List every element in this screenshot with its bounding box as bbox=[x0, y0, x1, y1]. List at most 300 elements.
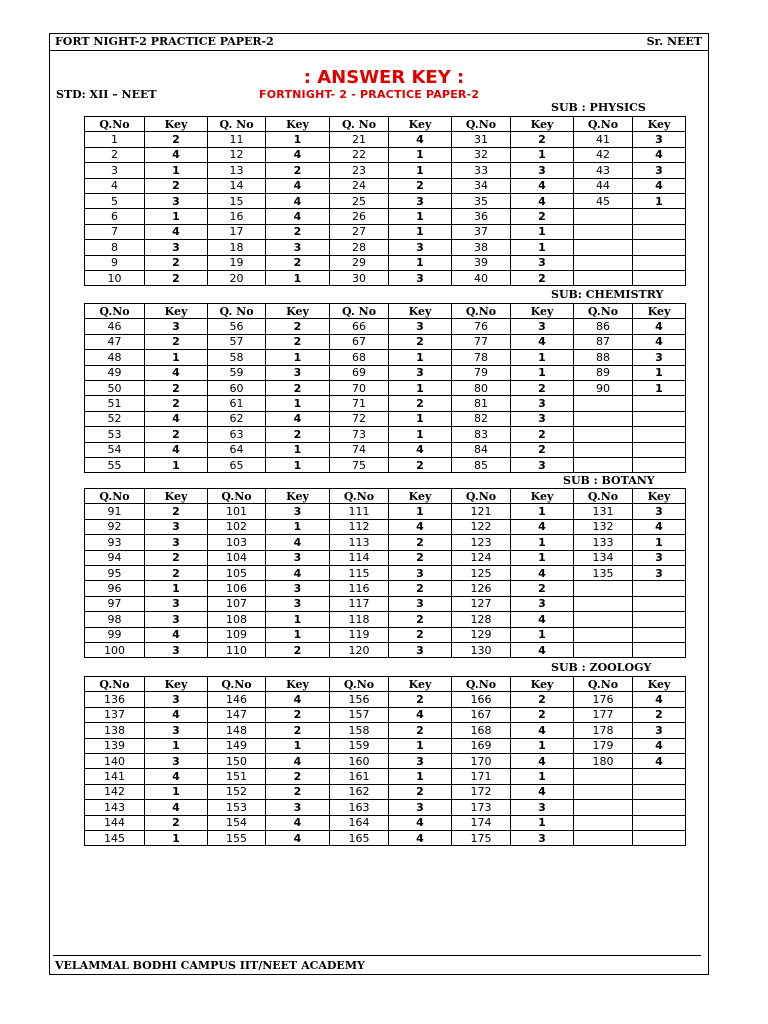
column-header-key: Key bbox=[633, 677, 686, 692]
answer-key-cell: 3 bbox=[145, 692, 208, 707]
answer-key-cell: 1 bbox=[266, 132, 330, 147]
answer-key-cell: 3 bbox=[389, 270, 452, 285]
answer-key-cell: 1 bbox=[145, 581, 208, 596]
question-number-cell: 106 bbox=[208, 581, 266, 596]
question-number-cell: 50 bbox=[85, 380, 145, 395]
answer-key-cell: 1 bbox=[511, 350, 574, 365]
question-number-cell: 124 bbox=[452, 550, 511, 565]
answer-key-cell: 4 bbox=[266, 411, 330, 426]
answer-key-cell: 3 bbox=[389, 800, 452, 815]
column-header-key: Key bbox=[511, 677, 574, 692]
answer-key-cell: 4 bbox=[266, 692, 330, 707]
table-row bbox=[85, 319, 686, 334]
question-number-cell: 23 bbox=[330, 163, 389, 178]
answer-key-cell: 2 bbox=[266, 642, 330, 657]
answer-key-cell: 3 bbox=[633, 163, 686, 178]
question-number-cell: 47 bbox=[85, 334, 145, 349]
question-number-cell: 112 bbox=[330, 519, 389, 534]
question-number-cell: 66 bbox=[330, 319, 389, 334]
question-number-cell: 126 bbox=[452, 581, 511, 596]
column-header-key: Key bbox=[266, 117, 330, 132]
question-number-cell: 79 bbox=[452, 365, 511, 380]
answer-key-cell: 3 bbox=[511, 396, 574, 411]
question-number-cell: 153 bbox=[208, 800, 266, 815]
question-number-cell bbox=[574, 800, 633, 815]
answer-key-cell bbox=[633, 784, 686, 799]
question-number-cell: 133 bbox=[574, 535, 633, 550]
answer-key-cell: 1 bbox=[266, 442, 330, 457]
column-header-qno: Q. No bbox=[208, 117, 266, 132]
question-number-cell: 54 bbox=[85, 442, 145, 457]
question-number-cell: 178 bbox=[574, 723, 633, 738]
answer-key-cell: 2 bbox=[511, 442, 574, 457]
answer-key-cell: 2 bbox=[389, 535, 452, 550]
answer-key-title: : ANSWER KEY : bbox=[303, 67, 465, 88]
question-number-cell: 145 bbox=[85, 830, 145, 845]
question-number-cell: 39 bbox=[452, 255, 511, 270]
question-number-cell bbox=[574, 270, 633, 285]
answer-key-cell: 4 bbox=[145, 442, 208, 457]
question-number-cell: 31 bbox=[452, 132, 511, 147]
column-header-key: Key bbox=[633, 117, 686, 132]
question-number-cell: 105 bbox=[208, 565, 266, 580]
answer-key-cell: 2 bbox=[266, 427, 330, 442]
question-number-cell bbox=[574, 457, 633, 472]
answer-key-cell: 3 bbox=[389, 240, 452, 255]
paper-subtitle: FORTNIGHT- 2 - PRACTICE PAPER-2 bbox=[259, 88, 480, 101]
question-number-cell: 89 bbox=[574, 365, 633, 380]
column-header-qno: Q. No bbox=[330, 117, 389, 132]
column-header-qno: Q.No bbox=[574, 677, 633, 692]
footer-rule bbox=[53, 955, 701, 956]
question-number-cell: 135 bbox=[574, 565, 633, 580]
question-number-cell: 71 bbox=[330, 396, 389, 411]
answer-key-cell: 4 bbox=[511, 723, 574, 738]
question-number-cell: 104 bbox=[208, 550, 266, 565]
column-header-key: Key bbox=[145, 304, 208, 319]
question-number-cell: 28 bbox=[330, 240, 389, 255]
answer-key-cell: 1 bbox=[511, 738, 574, 753]
question-number-cell: 58 bbox=[208, 350, 266, 365]
column-header-key: Key bbox=[511, 117, 574, 132]
column-header-qno: Q.No bbox=[330, 489, 389, 504]
table-row bbox=[85, 550, 686, 565]
answer-key-cell: 4 bbox=[145, 365, 208, 380]
answer-key-cell: 1 bbox=[389, 411, 452, 426]
question-number-cell: 94 bbox=[85, 550, 145, 565]
answer-key-cell: 3 bbox=[266, 596, 330, 611]
answer-key-cell: 1 bbox=[145, 457, 208, 472]
answer-key-cell: 4 bbox=[389, 519, 452, 534]
answer-key-cell: 2 bbox=[389, 178, 452, 193]
answer-key-cell: 2 bbox=[266, 334, 330, 349]
answer-key-cell: 3 bbox=[266, 365, 330, 380]
question-number-cell: 138 bbox=[85, 723, 145, 738]
table-row bbox=[85, 457, 686, 472]
question-number-cell bbox=[574, 255, 633, 270]
question-number-cell: 101 bbox=[208, 504, 266, 519]
answer-key-cell: 4 bbox=[511, 612, 574, 627]
question-number-cell: 38 bbox=[452, 240, 511, 255]
column-header-key: Key bbox=[389, 304, 452, 319]
column-header-qno: Q.No bbox=[574, 117, 633, 132]
question-number-cell: 40 bbox=[452, 270, 511, 285]
answer-key-cell: 2 bbox=[389, 627, 452, 642]
answer-key-cell: 3 bbox=[511, 596, 574, 611]
answer-key-cell: 1 bbox=[266, 457, 330, 472]
answer-key-cell: 1 bbox=[389, 255, 452, 270]
column-header-qno: Q.No bbox=[452, 677, 511, 692]
answer-key-table bbox=[84, 116, 686, 286]
question-number-cell: 76 bbox=[452, 319, 511, 334]
answer-key-cell: 3 bbox=[511, 457, 574, 472]
question-number-cell: 52 bbox=[85, 411, 145, 426]
question-number-cell: 60 bbox=[208, 380, 266, 395]
question-number-cell: 7 bbox=[85, 224, 145, 239]
answer-key-cell: 2 bbox=[389, 612, 452, 627]
question-number-cell: 171 bbox=[452, 769, 511, 784]
question-number-cell: 140 bbox=[85, 753, 145, 768]
answer-key-cell: 1 bbox=[266, 738, 330, 753]
answer-key-cell: 3 bbox=[266, 504, 330, 519]
question-number-cell: 151 bbox=[208, 769, 266, 784]
answer-key-cell: 4 bbox=[266, 193, 330, 208]
subject-label: SUB : PHYSICS bbox=[551, 101, 646, 114]
answer-key-cell: 4 bbox=[389, 707, 452, 722]
answer-key-cell: 2 bbox=[633, 707, 686, 722]
question-number-cell: 108 bbox=[208, 612, 266, 627]
question-number-cell: 1 bbox=[85, 132, 145, 147]
subject-label: SUB : ZOOLOGY bbox=[551, 661, 652, 674]
answer-key-cell: 3 bbox=[633, 132, 686, 147]
question-number-cell: 85 bbox=[452, 457, 511, 472]
answer-key-cell: 4 bbox=[145, 707, 208, 722]
answer-key-cell: 4 bbox=[633, 753, 686, 768]
answer-key-cell: 3 bbox=[633, 504, 686, 519]
question-number-cell: 119 bbox=[330, 627, 389, 642]
question-number-cell: 35 bbox=[452, 193, 511, 208]
question-number-cell: 103 bbox=[208, 535, 266, 550]
answer-key-cell: 3 bbox=[389, 753, 452, 768]
answer-key-cell: 3 bbox=[511, 411, 574, 426]
table-row bbox=[85, 504, 686, 519]
answer-key-cell: 4 bbox=[145, 627, 208, 642]
question-number-cell: 166 bbox=[452, 692, 511, 707]
question-number-cell: 88 bbox=[574, 350, 633, 365]
answer-key-cell bbox=[633, 642, 686, 657]
answer-key-cell: 4 bbox=[266, 753, 330, 768]
question-number-cell: 158 bbox=[330, 723, 389, 738]
answer-key-cell: 1 bbox=[266, 627, 330, 642]
question-number-cell: 46 bbox=[85, 319, 145, 334]
question-number-cell: 172 bbox=[452, 784, 511, 799]
table-header-row bbox=[85, 489, 686, 504]
answer-key-cell: 4 bbox=[633, 178, 686, 193]
question-number-cell: 49 bbox=[85, 365, 145, 380]
question-number-cell bbox=[574, 442, 633, 457]
question-number-cell: 67 bbox=[330, 334, 389, 349]
answer-key-cell: 1 bbox=[511, 769, 574, 784]
column-header-qno: Q. No bbox=[330, 304, 389, 319]
column-header-qno: Q. No bbox=[208, 304, 266, 319]
table-row bbox=[85, 581, 686, 596]
answer-key-cell: 2 bbox=[266, 784, 330, 799]
table-row bbox=[85, 132, 686, 147]
answer-key-cell: 2 bbox=[266, 319, 330, 334]
question-number-cell bbox=[574, 411, 633, 426]
answer-key-cell: 2 bbox=[511, 427, 574, 442]
question-number-cell: 152 bbox=[208, 784, 266, 799]
answer-key-cell: 4 bbox=[633, 334, 686, 349]
answer-key-cell: 3 bbox=[389, 193, 452, 208]
answer-key-cell: 1 bbox=[389, 769, 452, 784]
question-number-cell: 16 bbox=[208, 209, 266, 224]
table-row bbox=[85, 753, 686, 768]
answer-key-cell: 3 bbox=[511, 830, 574, 845]
table-row bbox=[85, 396, 686, 411]
question-number-cell: 155 bbox=[208, 830, 266, 845]
question-number-cell: 150 bbox=[208, 753, 266, 768]
question-number-cell: 72 bbox=[330, 411, 389, 426]
table-row bbox=[85, 350, 686, 365]
answer-key-cell: 2 bbox=[145, 565, 208, 580]
question-number-cell: 97 bbox=[85, 596, 145, 611]
answer-key-cell: 2 bbox=[145, 178, 208, 193]
answer-key-cell bbox=[633, 627, 686, 642]
answer-key-cell: 2 bbox=[511, 692, 574, 707]
table-row bbox=[85, 535, 686, 550]
answer-key-cell: 2 bbox=[389, 692, 452, 707]
column-header-qno: Q.No bbox=[574, 489, 633, 504]
table-row bbox=[85, 209, 686, 224]
answer-key-cell: 1 bbox=[145, 830, 208, 845]
answer-key-cell: 3 bbox=[389, 565, 452, 580]
column-header-qno: Q.No bbox=[85, 677, 145, 692]
answer-key-cell bbox=[633, 769, 686, 784]
table-row bbox=[85, 769, 686, 784]
question-number-cell: 96 bbox=[85, 581, 145, 596]
question-number-cell: 118 bbox=[330, 612, 389, 627]
column-header-key: Key bbox=[389, 117, 452, 132]
answer-key-cell: 2 bbox=[511, 581, 574, 596]
answer-key-cell: 4 bbox=[511, 519, 574, 534]
table-row bbox=[85, 519, 686, 534]
question-number-cell: 174 bbox=[452, 815, 511, 830]
question-number-cell: 59 bbox=[208, 365, 266, 380]
table-row bbox=[85, 800, 686, 815]
question-number-cell: 17 bbox=[208, 224, 266, 239]
answer-key-cell: 4 bbox=[511, 178, 574, 193]
question-number-cell bbox=[574, 224, 633, 239]
table-row bbox=[85, 723, 686, 738]
table-row bbox=[85, 442, 686, 457]
question-number-cell: 13 bbox=[208, 163, 266, 178]
column-header-key: Key bbox=[266, 677, 330, 692]
table-row bbox=[85, 334, 686, 349]
question-number-cell bbox=[574, 612, 633, 627]
answer-key-cell: 3 bbox=[145, 642, 208, 657]
question-number-cell: 170 bbox=[452, 753, 511, 768]
column-header-key: Key bbox=[266, 489, 330, 504]
column-header-key: Key bbox=[633, 489, 686, 504]
answer-key-cell: 1 bbox=[145, 350, 208, 365]
answer-key-cell: 1 bbox=[511, 535, 574, 550]
answer-key-cell: 1 bbox=[266, 612, 330, 627]
column-header-key: Key bbox=[633, 304, 686, 319]
answer-key-cell: 2 bbox=[145, 255, 208, 270]
question-number-cell: 129 bbox=[452, 627, 511, 642]
answer-key-cell: 1 bbox=[633, 380, 686, 395]
question-number-cell: 29 bbox=[330, 255, 389, 270]
question-number-cell: 10 bbox=[85, 270, 145, 285]
question-number-cell: 2 bbox=[85, 147, 145, 162]
question-number-cell: 12 bbox=[208, 147, 266, 162]
answer-key-cell: 2 bbox=[511, 132, 574, 147]
question-number-cell: 9 bbox=[85, 255, 145, 270]
answer-key-cell: 2 bbox=[266, 380, 330, 395]
question-number-cell bbox=[574, 815, 633, 830]
question-number-cell: 62 bbox=[208, 411, 266, 426]
answer-key-cell: 1 bbox=[389, 209, 452, 224]
question-number-cell: 56 bbox=[208, 319, 266, 334]
question-number-cell: 44 bbox=[574, 178, 633, 193]
question-number-cell: 162 bbox=[330, 784, 389, 799]
answer-key-cell: 2 bbox=[389, 581, 452, 596]
answer-key-cell bbox=[633, 800, 686, 815]
answer-key-cell: 1 bbox=[511, 224, 574, 239]
question-number-cell: 177 bbox=[574, 707, 633, 722]
question-number-cell: 116 bbox=[330, 581, 389, 596]
answer-key-cell: 1 bbox=[266, 350, 330, 365]
answer-key-cell bbox=[633, 224, 686, 239]
column-header-qno: Q.No bbox=[452, 117, 511, 132]
question-number-cell: 143 bbox=[85, 800, 145, 815]
question-number-cell: 33 bbox=[452, 163, 511, 178]
table-row bbox=[85, 642, 686, 657]
question-number-cell: 179 bbox=[574, 738, 633, 753]
answer-key-cell: 1 bbox=[389, 738, 452, 753]
answer-key-cell: 4 bbox=[389, 442, 452, 457]
question-number-cell: 130 bbox=[452, 642, 511, 657]
answer-key-cell: 3 bbox=[389, 319, 452, 334]
question-number-cell: 69 bbox=[330, 365, 389, 380]
answer-key-cell: 3 bbox=[511, 255, 574, 270]
question-number-cell: 109 bbox=[208, 627, 266, 642]
answer-key-cell: 1 bbox=[511, 504, 574, 519]
column-header-qno: Q.No bbox=[208, 677, 266, 692]
question-number-cell: 117 bbox=[330, 596, 389, 611]
answer-key-cell: 1 bbox=[389, 427, 452, 442]
answer-key-cell: 1 bbox=[389, 504, 452, 519]
answer-key-cell: 4 bbox=[266, 830, 330, 845]
answer-key-cell bbox=[633, 457, 686, 472]
table-header-row bbox=[85, 304, 686, 319]
answer-key-cell: 2 bbox=[389, 784, 452, 799]
question-number-cell: 61 bbox=[208, 396, 266, 411]
table-row bbox=[85, 193, 686, 208]
answer-key-cell: 2 bbox=[266, 707, 330, 722]
answer-key-cell: 1 bbox=[145, 784, 208, 799]
question-number-cell: 83 bbox=[452, 427, 511, 442]
question-number-cell: 164 bbox=[330, 815, 389, 830]
question-number-cell: 20 bbox=[208, 270, 266, 285]
question-number-cell: 139 bbox=[85, 738, 145, 753]
table-row bbox=[85, 163, 686, 178]
table-row bbox=[85, 784, 686, 799]
answer-key-cell: 3 bbox=[633, 565, 686, 580]
column-header-qno: Q.No bbox=[208, 489, 266, 504]
question-number-cell: 64 bbox=[208, 442, 266, 457]
answer-key-cell: 4 bbox=[511, 753, 574, 768]
answer-key-cell: 4 bbox=[266, 178, 330, 193]
table-row bbox=[85, 255, 686, 270]
question-number-cell bbox=[574, 396, 633, 411]
answer-key-cell: 3 bbox=[511, 163, 574, 178]
answer-key-cell: 2 bbox=[145, 334, 208, 349]
answer-key-cell: 3 bbox=[145, 753, 208, 768]
table-row bbox=[85, 830, 686, 845]
answer-key-cell: 3 bbox=[389, 365, 452, 380]
question-number-cell: 128 bbox=[452, 612, 511, 627]
answer-key-table bbox=[84, 303, 686, 473]
question-number-cell: 3 bbox=[85, 163, 145, 178]
question-number-cell: 87 bbox=[574, 334, 633, 349]
answer-key-cell: 3 bbox=[511, 319, 574, 334]
question-number-cell bbox=[574, 784, 633, 799]
answer-key-cell: 2 bbox=[145, 815, 208, 830]
question-number-cell: 107 bbox=[208, 596, 266, 611]
answer-key-cell: 4 bbox=[389, 830, 452, 845]
question-number-cell: 134 bbox=[574, 550, 633, 565]
table-row bbox=[85, 240, 686, 255]
question-number-cell: 86 bbox=[574, 319, 633, 334]
question-number-cell: 142 bbox=[85, 784, 145, 799]
answer-key-cell: 1 bbox=[511, 550, 574, 565]
question-number-cell: 147 bbox=[208, 707, 266, 722]
question-number-cell: 176 bbox=[574, 692, 633, 707]
question-number-cell: 48 bbox=[85, 350, 145, 365]
answer-key-cell: 4 bbox=[266, 147, 330, 162]
answer-key-cell: 4 bbox=[266, 209, 330, 224]
answer-key-cell: 2 bbox=[266, 163, 330, 178]
column-header-qno: Q.No bbox=[85, 304, 145, 319]
question-number-cell: 161 bbox=[330, 769, 389, 784]
question-number-cell: 93 bbox=[85, 535, 145, 550]
answer-key-cell: 3 bbox=[145, 596, 208, 611]
table-header-row bbox=[85, 117, 686, 132]
answer-key-cell: 3 bbox=[266, 800, 330, 815]
answer-key-cell: 1 bbox=[511, 147, 574, 162]
page-header bbox=[50, 34, 708, 51]
question-number-cell: 123 bbox=[452, 535, 511, 550]
table-row bbox=[85, 427, 686, 442]
table-row bbox=[85, 565, 686, 580]
subject-label: SUB: CHEMISTRY bbox=[551, 288, 664, 301]
answer-key-cell bbox=[633, 396, 686, 411]
table-row bbox=[85, 224, 686, 239]
question-number-cell: 43 bbox=[574, 163, 633, 178]
table-row bbox=[85, 147, 686, 162]
question-number-cell: 37 bbox=[452, 224, 511, 239]
answer-key-cell: 4 bbox=[145, 800, 208, 815]
answer-key-cell: 2 bbox=[511, 270, 574, 285]
question-number-cell: 11 bbox=[208, 132, 266, 147]
answer-key-cell: 3 bbox=[633, 723, 686, 738]
question-number-cell: 156 bbox=[330, 692, 389, 707]
question-number-cell: 157 bbox=[330, 707, 389, 722]
question-number-cell: 22 bbox=[330, 147, 389, 162]
answer-key-cell bbox=[633, 442, 686, 457]
